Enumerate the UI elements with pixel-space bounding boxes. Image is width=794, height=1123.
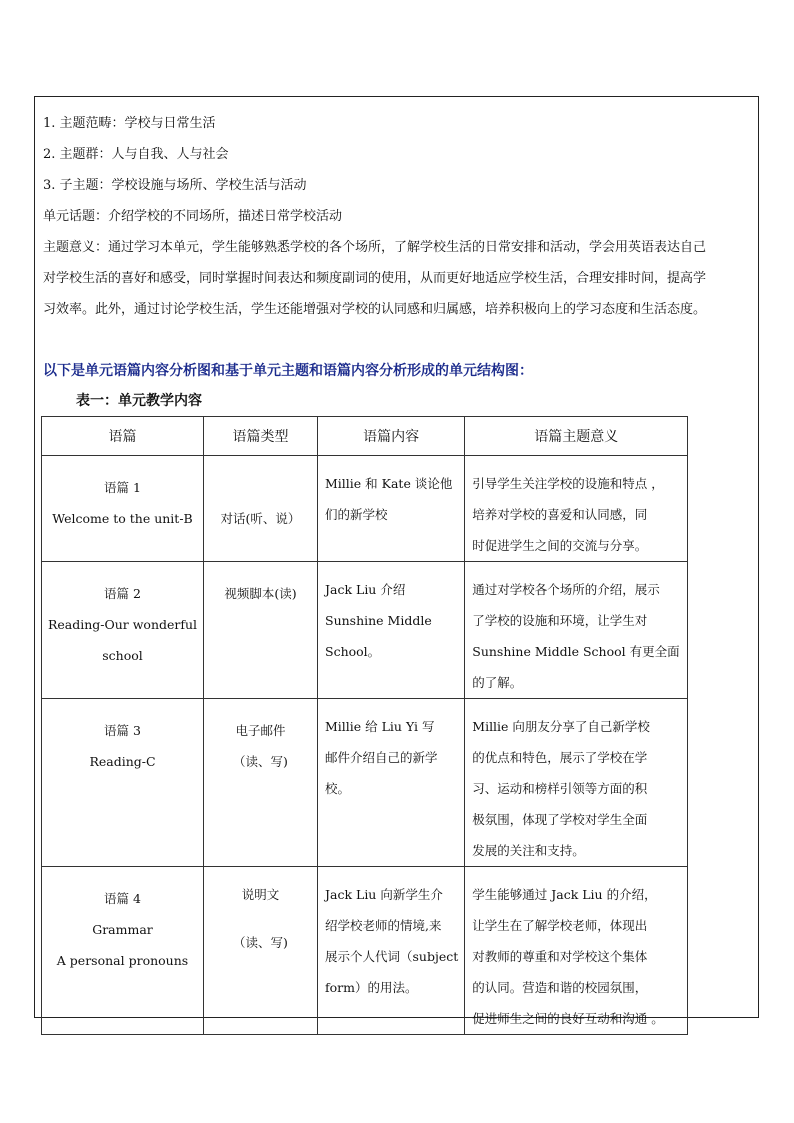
table-header-row	[42, 417, 688, 456]
meaning-cell: 引导学生关注学校的设施和特点 ， 培养对学校的喜爱和认同感，同 时促进学生之间的交流与分享。	[465, 456, 688, 562]
type-cell: 说明文 （读、写)	[204, 867, 318, 1035]
content-cell: Millie 和 Kate 谈论他 们的新学校	[318, 456, 465, 562]
sub-theme: 3. 子主题：学校设施与场所、学校生活与活动	[43, 178, 307, 193]
table-row	[42, 456, 688, 562]
header-meaning: 语篇主题意义	[465, 417, 688, 456]
type-cell: 视频脚本(读)	[204, 562, 318, 699]
type-cell: 对话(听、说）	[204, 456, 318, 562]
table-row	[42, 562, 688, 699]
content-cell: Jack Liu 向新学生介 绍学校老师的情境,来 展示个人代词（subject form）的用法。	[318, 867, 465, 1035]
header-type: 语篇类型	[204, 417, 318, 456]
header-text: 语篇	[42, 417, 204, 456]
text-cell: 语篇 1 Welcome to the unit-B	[42, 456, 204, 562]
text-cell: 语篇 2 Reading-Our wonderful school	[42, 562, 204, 699]
content-cell: Jack Liu 介绍 Sunshine Middle School。	[318, 562, 465, 699]
text-cell: 语篇 4 Grammar A personal pronouns	[42, 867, 204, 1035]
content-cell: Millie 给 Liu Yi 写 邮件介绍自己的新学 校。	[318, 699, 465, 867]
theme-meaning-line-1: 主题意义：通过学习本单元，学生能够熟悉学校的各个场所，了解学校生活的日常安排和活动，学会用英语表达自己	[43, 240, 707, 255]
text-cell: 语篇 3 Reading-C	[42, 699, 204, 867]
theme-category: 1. 主题范畴：学校与日常生活	[43, 116, 216, 131]
theme-meaning-line-2: 对学校生活的喜好和感受，同时掌握时间表达和频度副词的使用，从而更好地适应学校生活，合理安排时间，提高学	[43, 271, 707, 286]
section-heading: 以下是单元语篇内容分析图和基于单元主题和语篇内容分析形成的单元结构图：	[43, 363, 533, 379]
header-content: 语篇内容	[318, 417, 465, 456]
meaning-cell: Millie 向朋友分享了自己新学校 的优点和特色，展示了学校在学 习、运动和榜样引领等方面的积 极氛围，体现了学校对学生全面 发展的关注和支持。	[465, 699, 688, 867]
meaning-cell: 学生能够通过 Jack Liu 的介绍， 让学生在了解学校老师，体现出 对教师的尊重和对学校这个集体 的认同。营造和谐的校园氛围， 促进师生之间的良好互动和沟通 。	[465, 867, 688, 1035]
table-row	[42, 699, 688, 867]
table-row	[42, 867, 688, 1035]
theme-group: 2. 主题群：人与自我、人与社会	[43, 147, 229, 162]
theme-meaning-line-3: 习效率。此外，通过讨论学校生活，学生还能增强对学校的认同感和归属感，培养积极向上的学习态度和生活态度。	[43, 302, 707, 317]
table-caption: 表一：单元教学内容	[76, 393, 202, 409]
type-cell: 电子邮件 （读、写)	[204, 699, 318, 867]
unit-content-table	[41, 416, 688, 1035]
unit-topic: 单元话题：介绍学校的不同场所，描述日常学校活动	[43, 209, 343, 224]
meaning-cell: 通过对学校各个场所的介绍，展示 了学校的设施和环境，让学生对 Sunshine Middle School 有更全面 的了解。	[465, 562, 688, 699]
